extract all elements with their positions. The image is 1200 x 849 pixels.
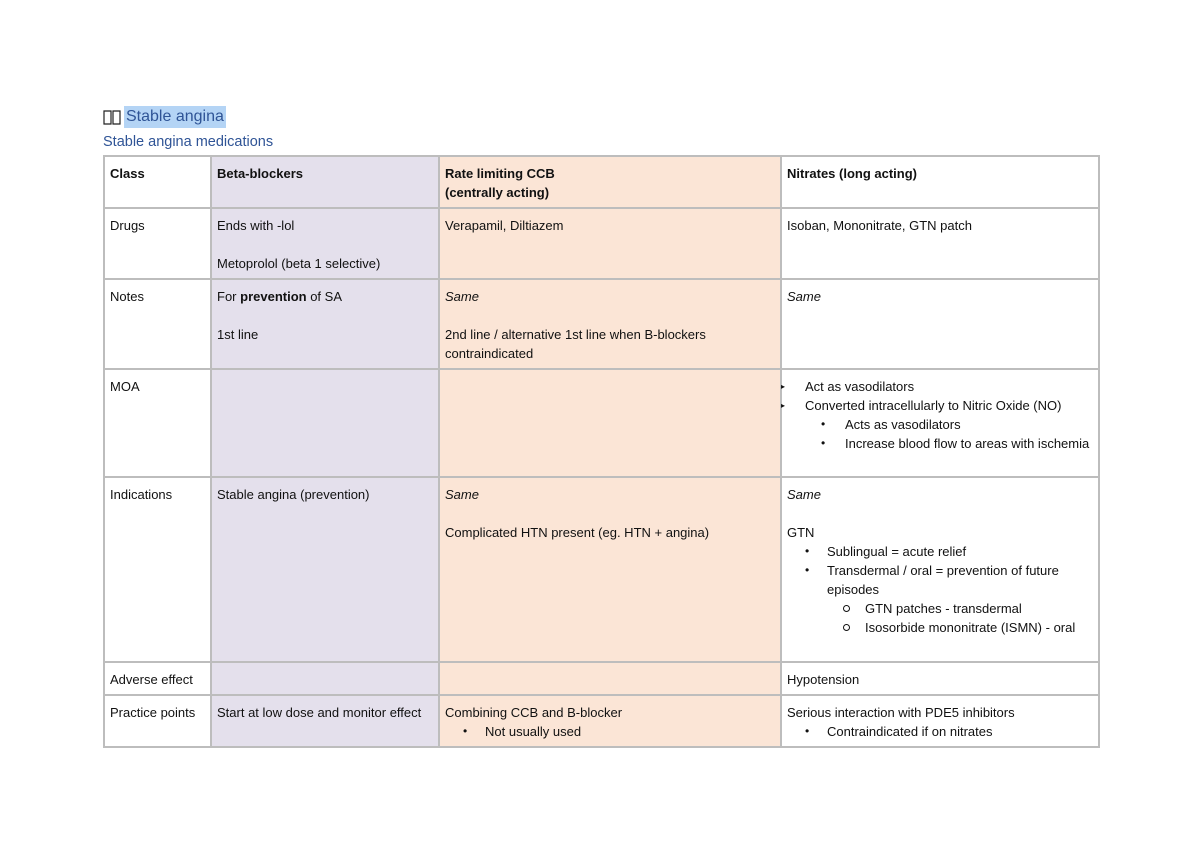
indications-ccb-same: Same [445, 487, 479, 502]
practice-nitrates-list [787, 722, 1093, 741]
indications-beta-cell: Stable angina (prevention) [211, 477, 439, 662]
list-item: • Sublingual = acute relief [787, 542, 1093, 561]
indications-ccb-cell [439, 477, 781, 662]
row-label-notes: Notes [104, 279, 211, 369]
adverse-nitrates-cell: Hypotension [781, 662, 1099, 695]
notes-nitrates-cell: Same [781, 279, 1099, 369]
practice-ccb-cell [439, 695, 781, 747]
medications-table [103, 155, 1100, 748]
drugs-beta-line1: Ends with -lol [217, 218, 295, 233]
drugs-nitrates-cell: Isoban, Mononitrate, GTN patch [781, 208, 1099, 279]
notes-beta-bold: prevention [240, 289, 307, 304]
row-label-moa: MOA [104, 369, 211, 477]
list-item: • Contraindicated if on nitrates [787, 722, 1093, 741]
adverse-ccb-cell [439, 662, 781, 695]
list-item: GTN patches - transdermal [787, 599, 1093, 618]
moa-nitrates-cell [781, 369, 1099, 477]
row-label-adverse: Adverse effect [104, 662, 211, 695]
moa-ccb-cell [439, 369, 781, 477]
list-item: • Increase blood flow to areas with ischemia [781, 434, 1093, 453]
table-row-drugs [104, 208, 1099, 279]
list-item: • Acts as vasodilators [781, 415, 1093, 434]
header-cell-beta-blockers: Beta-blockers [211, 156, 439, 208]
notes-ccb-line2: 2nd line / alternative 1st line when B-blockers contraindicated [445, 327, 706, 361]
adverse-beta-cell [211, 662, 439, 695]
table-row-moa [104, 369, 1099, 477]
indications-nitrates-gtn: GTN [787, 525, 815, 540]
header-cell-ccb [439, 156, 781, 208]
open-book-icon [103, 109, 121, 125]
practice-nitrates-line1: Serious interaction with PDE5 inhibitors [787, 705, 1015, 720]
page-title [103, 105, 226, 129]
header-cell-class: Class [104, 156, 211, 208]
indications-nitrates-same: Same [787, 487, 821, 502]
table-row-indications [104, 477, 1099, 662]
drugs-ccb-cell: Verapamil, Diltiazem [439, 208, 781, 279]
list-item: • Not usually used [445, 722, 775, 741]
indications-ccb-line2: Complicated HTN present (eg. HTN + angina) [445, 525, 710, 540]
header-ccb-line1: Rate limiting CCB [445, 166, 555, 181]
section-subtitle: Stable angina medications [103, 134, 274, 150]
notes-beta-line2: 1st line [217, 327, 259, 342]
table-row-adverse [104, 662, 1099, 695]
practice-ccb-list [445, 722, 775, 741]
moa-nitrates-list [781, 377, 1093, 453]
list-item: Isosorbide mononitrate (ISMN) - oral [787, 618, 1093, 637]
notes-ccb-cell [439, 279, 781, 369]
table-row-practice [104, 695, 1099, 747]
table-row-notes [104, 279, 1099, 369]
row-label-practice: Practice points [104, 695, 211, 747]
indications-nitrates-cell [781, 477, 1099, 662]
notes-beta-cell [211, 279, 439, 369]
list-item: • Transdermal / oral = prevention of future episodes [787, 561, 1093, 599]
practice-ccb-line1: Combining CCB and B-blocker [445, 705, 623, 720]
list-item: ▸ Converted intracellularly to Nitric Oxide (NO) [781, 396, 1093, 415]
table-row-header [104, 156, 1099, 208]
drugs-beta-cell [211, 208, 439, 279]
notes-ccb-same: Same [445, 289, 479, 304]
moa-beta-cell [211, 369, 439, 477]
drugs-beta-line2: Metoprolol (beta 1 selective) [217, 256, 381, 271]
header-ccb-line2: (centrally acting) [445, 185, 550, 200]
row-label-drugs: Drugs [104, 208, 211, 279]
indications-nitrates-list [787, 542, 1093, 637]
page-title-text: Stable angina [124, 106, 226, 128]
practice-nitrates-cell [781, 695, 1099, 747]
notes-beta-pre: For [217, 289, 241, 304]
notes-beta-post: of SA [306, 289, 343, 304]
practice-beta-cell: Start at low dose and monitor effect [211, 695, 439, 747]
row-label-indications: Indications [104, 477, 211, 662]
list-item: ▸ Act as vasodilators [781, 377, 1093, 396]
notes-beta-line1 [217, 287, 433, 306]
header-cell-nitrates: Nitrates (long acting) [781, 156, 1099, 208]
